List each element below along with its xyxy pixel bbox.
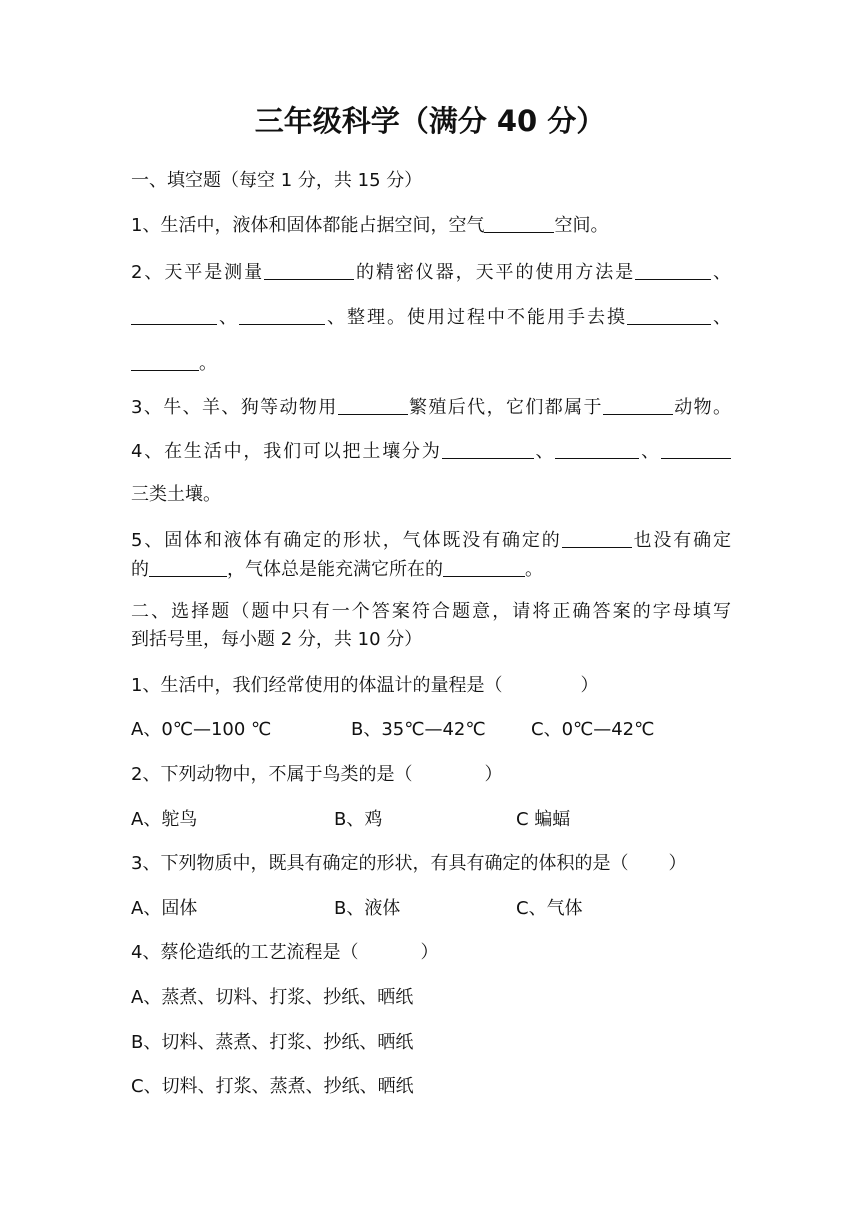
fill-question-2-line-2: 、 、整理。使用过程中不能用手去摸 、	[131, 307, 731, 327]
option-a[interactable]: A、蒸煮、切料、打浆、抄纸、晒纸	[131, 987, 414, 1008]
page-title: 三年级科学（满分 40 分）	[254, 104, 606, 138]
answer-blank[interactable]	[603, 397, 673, 415]
answer-blank[interactable]	[562, 530, 632, 548]
fill-question-4-line-2: 三类土壤。	[131, 484, 221, 505]
answer-blank[interactable]	[555, 441, 639, 459]
option-b[interactable]: B、切料、蒸煮、打浆、抄纸、晒纸	[131, 1032, 414, 1053]
answer-blank[interactable]	[442, 441, 534, 459]
answer-blank[interactable]	[131, 307, 217, 325]
answer-blank[interactable]	[661, 441, 731, 459]
option-b[interactable]: B、液体	[334, 898, 401, 919]
choice-question-3: 3、下列物质中，既具有确定的形状，有具有确定的体积的是（ ）	[131, 853, 687, 874]
section-1-heading: 一、填空题（每空 1 分，共 15 分）	[131, 170, 423, 191]
fill-question-4-line-1: 4、在生活中，我们可以把土壤分为 、 、	[131, 441, 731, 461]
answer-blank[interactable]	[635, 262, 711, 280]
fill-question-5-line-1: 5、固体和液体有确定的形状，气体既没有确定的 也没有确定	[131, 530, 732, 551]
fill-question-2-line-1: 2、天平是测量 的精密仪器，天平的使用方法是 、	[131, 262, 732, 283]
option-c[interactable]: C、切料、打浆、蒸煮、抄纸、晒纸	[131, 1076, 414, 1097]
choice-question-4: 4、蔡伦造纸的工艺流程是（ ）	[131, 942, 439, 963]
answer-blank[interactable]	[131, 353, 199, 371]
fill-question-5-line-2: 的 ，气体总是能充满它所在的 。	[131, 559, 543, 580]
section-2-heading-line-2: 到括号里，每小题 2 分，共 10 分）	[131, 629, 423, 650]
option-a[interactable]: A、固体	[131, 898, 198, 919]
answer-blank[interactable]	[239, 307, 325, 325]
answer-blank[interactable]	[443, 559, 525, 577]
option-b[interactable]: B、鸡	[334, 809, 383, 830]
section-2-heading-line-1: 二、选择题（题中只有一个答案符合题意，请将正确答案的字母填写	[131, 601, 731, 622]
option-c[interactable]: C、气体	[516, 898, 583, 919]
fill-question-1: 1、生活中，液体和固体都能占据空间，空气 空间。	[131, 215, 609, 236]
choice-question-2: 2、下列动物中，不属于鸟类的是（ ）	[131, 764, 503, 785]
fill-question-2-line-3: 。	[131, 353, 217, 373]
answer-blank[interactable]	[627, 307, 711, 325]
option-a[interactable]: A、鸵鸟	[131, 809, 198, 830]
fill-question-3: 3、牛、羊、狗等动物用 繁殖后代，它们都属于 动物。	[131, 397, 732, 418]
choice-question-1-options	[131, 721, 731, 743]
option-b[interactable]: B、35℃—42℃	[351, 719, 486, 740]
choice-question-3-options	[131, 900, 731, 922]
answer-blank[interactable]	[264, 262, 354, 280]
choice-question-2-options	[131, 811, 731, 833]
option-a[interactable]: A、0℃—100 ℃	[131, 719, 272, 740]
option-c[interactable]: C、0℃—42℃	[531, 719, 655, 740]
option-c[interactable]: C 蝙蝠	[516, 809, 571, 830]
answer-blank[interactable]	[484, 215, 554, 233]
answer-blank[interactable]	[338, 397, 408, 415]
answer-blank[interactable]	[149, 559, 227, 577]
choice-question-1: 1、生活中，我们经常使用的体温计的量程是（ ）	[131, 675, 599, 696]
